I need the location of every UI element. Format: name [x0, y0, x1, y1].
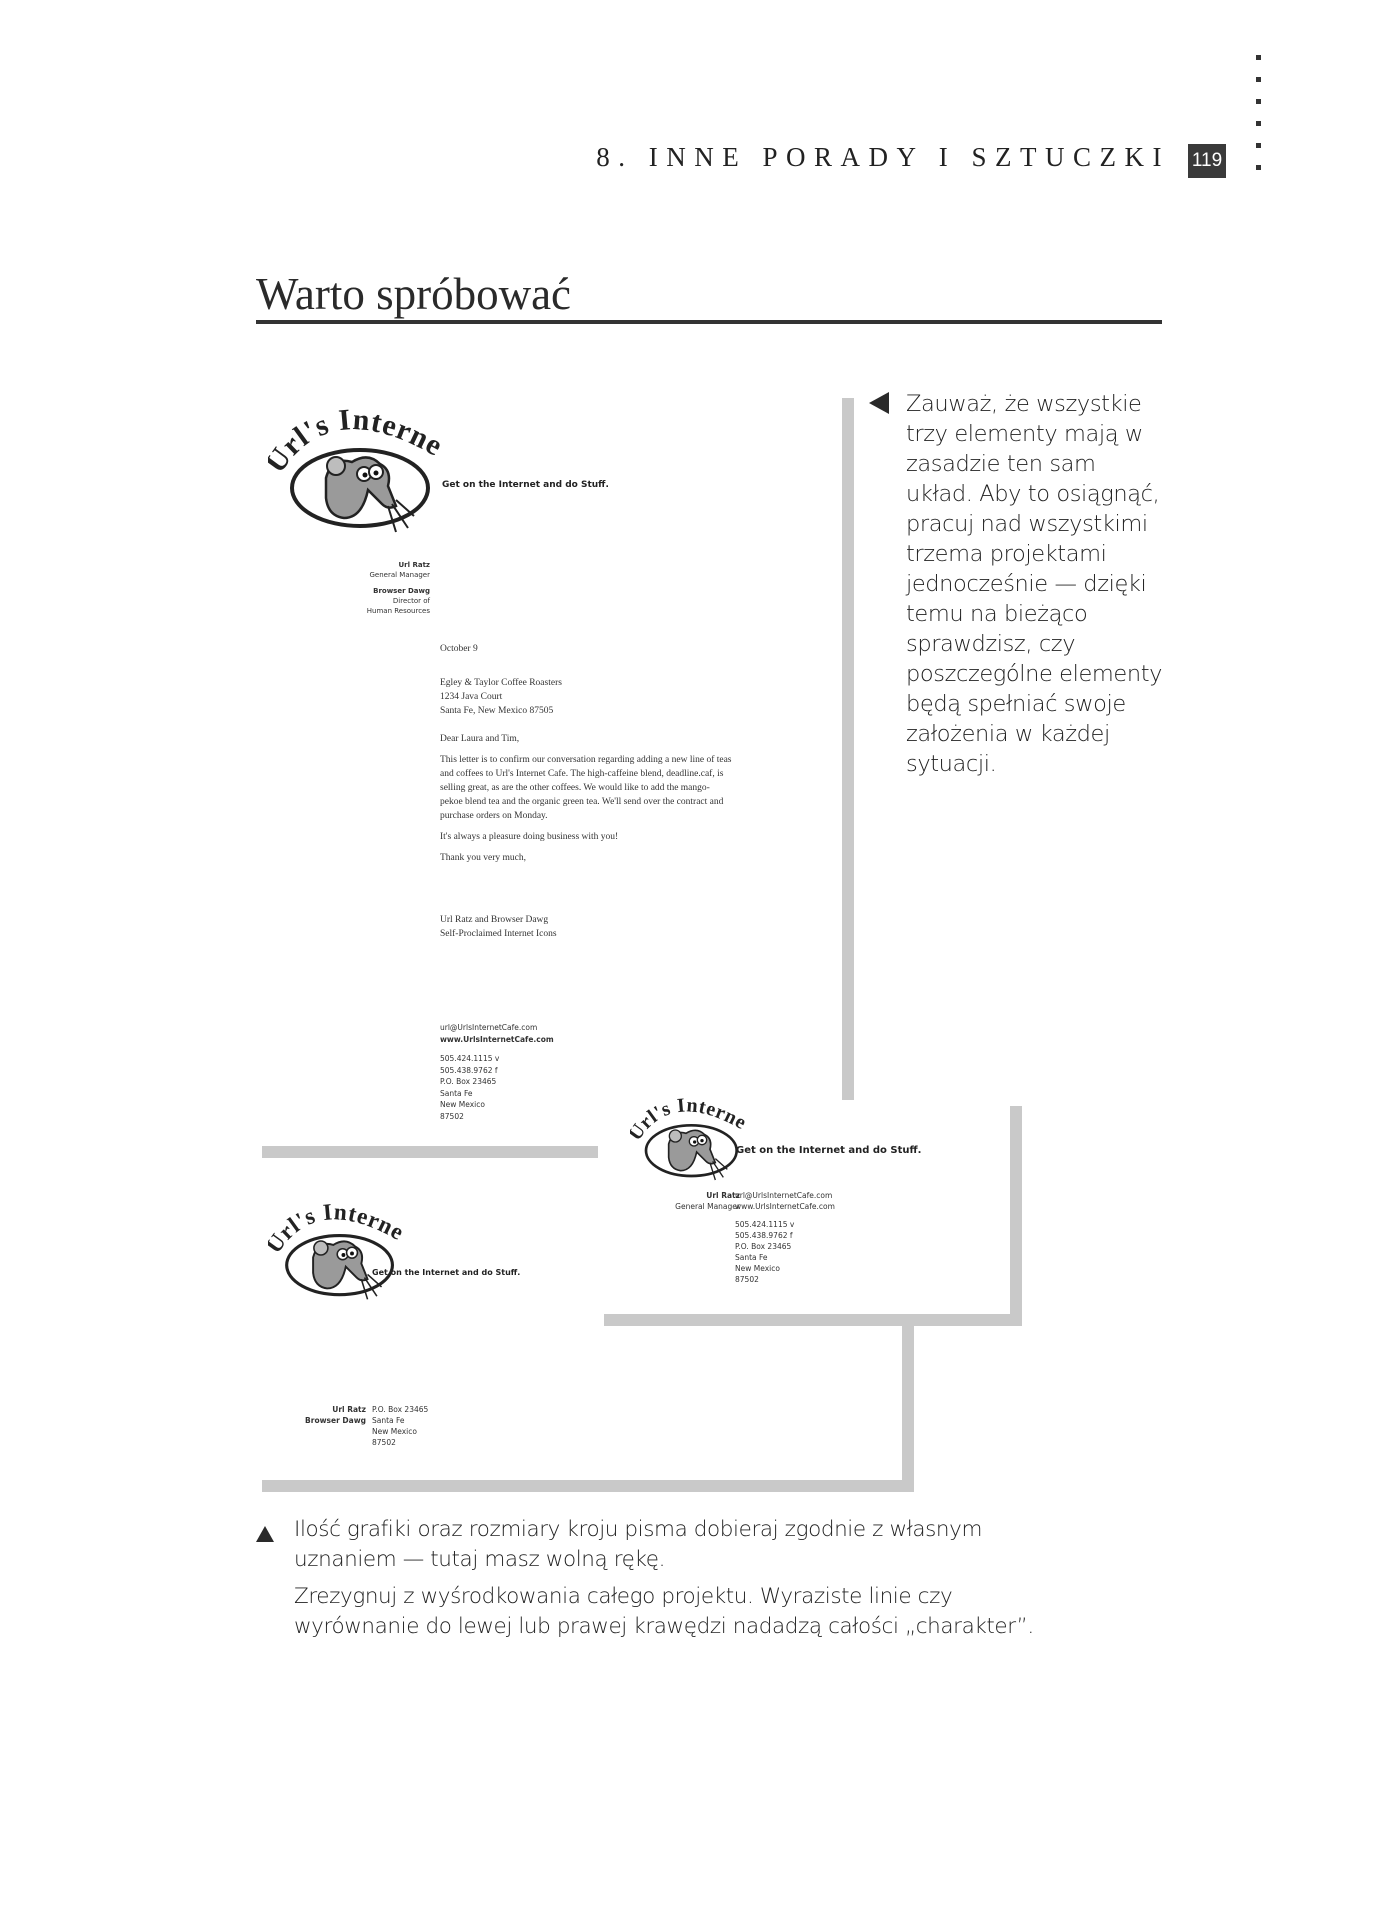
envelope-shadow-right: [902, 1325, 914, 1485]
letter-salutation: Dear Laura and Tim,: [440, 734, 520, 744]
contact-zip: 87502: [440, 1111, 464, 1121]
signature-line-2: Self-Proclaimed Internet Icons: [440, 929, 557, 939]
envelope-shadow-bottom: [262, 1480, 914, 1492]
running-header: 8. INNE PORADY I SZTUCZKI: [596, 142, 1170, 172]
card-po-box: P.O. Box 23465: [735, 1242, 792, 1251]
business-card-logo: [630, 1092, 750, 1192]
caption-paragraph-1: Ilość grafiki oraz rozmiary kroju pisma dobieraj zgodnie z własnym uznaniem — tutaj masz wolną rękę.: [294, 1517, 983, 1572]
envelope-logo: [268, 1196, 408, 1314]
letterhead-staff-block: [300, 560, 430, 616]
recipient-line-2: 1234 Java Court: [440, 692, 503, 702]
contact-email: url@UrlsInternetCafe.com: [440, 1023, 538, 1032]
contact-state: New Mexico: [440, 1100, 485, 1109]
letterhead-shadow-right: [842, 398, 854, 1118]
card-title: General Manager: [675, 1202, 740, 1211]
letterhead-logo: [268, 400, 448, 550]
side-note: Zauważ, że wszystkie trzy elementy mają w zasadzie ten sam układ. Aby to osiągnąć, pracuj nad wszystkimi trzema projektami jednocześnie — dzięki temu na bieżąco sprawdzisz, czy poszczególne elementy będą spełniać swoje założenia w każdej sytuacji.: [906, 391, 1163, 777]
envelope-po-box: P.O. Box 23465: [372, 1405, 429, 1414]
left-pointer-icon: [869, 392, 889, 414]
staff-name-1: Url Ratz: [398, 561, 430, 569]
card-city: Santa Fe: [735, 1253, 768, 1262]
letter-sign-off: Thank you very much,: [440, 853, 527, 863]
staff-title-2b: Human Resources: [366, 607, 430, 615]
recipient-line-1: Egley & Taylor Coffee Roasters: [440, 678, 562, 688]
letterhead-tagline: Get on the Internet and do Stuff.: [442, 480, 609, 490]
letterhead-contact-block: [440, 1022, 554, 1122]
envelope-logo-arc-text: rl's Interne: [273, 1199, 408, 1246]
card-logo-arc-text: rl's Interne: [634, 1094, 750, 1135]
card-zip: 87502: [735, 1275, 759, 1284]
caption-paragraph-2: Zrezygnuj z wyśrodkowania całego projektu. Wyraziste linie czy wyrównanie do lewej lub prawej krawędzi nadadzą całości „charakter”.: [294, 1584, 1034, 1639]
letterhead-shadow-bottom: [262, 1146, 607, 1158]
contact-fax: 505.438.9762 f: [440, 1065, 498, 1075]
dotted-margin-ornament: [1256, 55, 1264, 187]
contact-website: www.UrlsInternetCafe.com: [440, 1034, 554, 1044]
envelope-tagline: Get on the Internet and do Stuff.: [372, 1268, 521, 1277]
envelope-city: Santa Fe: [372, 1416, 405, 1425]
page-number-badge: 119: [1188, 144, 1226, 178]
envelope-names: [290, 1404, 366, 1426]
card-phone: 505.424.1115 v: [735, 1220, 795, 1229]
staff-title-2a: Director of: [392, 597, 430, 605]
section-heading: Warto spróbować: [256, 269, 572, 319]
envelope-address: [372, 1404, 428, 1448]
staff-name-2: Browser Dawg: [373, 587, 430, 595]
heading-rule: [256, 320, 1162, 324]
staff-title-1: General Manager: [369, 571, 430, 579]
letter-body: [440, 642, 732, 941]
letter-date: October 9: [440, 644, 478, 654]
card-website: www.UrlsInternetCafe.com: [735, 1202, 835, 1211]
envelope-state: New Mexico: [372, 1427, 417, 1436]
card-name: Url Ratz: [706, 1191, 740, 1200]
envelope-name-1: Url Ratz: [332, 1405, 366, 1414]
logo-arc-text: rl's Interne: [275, 402, 448, 463]
business-card-contact: [735, 1190, 835, 1285]
card-fax: 505.438.9762 f: [735, 1231, 793, 1240]
letter-paragraph: This letter is to confirm our conversation regarding adding a new line of teas and coffees to Url's Internet Cafe. The high-caffeine blend, deadline.caf, is selling great, as are the other coffees. We would like to add the mango-pekoe blend tea and the organic green tea. We'll send over the contract and purchase orders on Monday.: [440, 755, 732, 821]
contact-po-box: P.O. Box 23465: [440, 1077, 497, 1086]
contact-phone: 505.424.1115 v: [440, 1054, 500, 1063]
recipient-line-3: Santa Fe, New Mexico 87505: [440, 706, 554, 716]
envelope-name-2: Browser Dawg: [305, 1416, 366, 1425]
business-card-shadow-right: [1010, 1106, 1022, 1326]
business-card-person: [640, 1190, 740, 1212]
business-card-tagline: Get on the Internet and do Stuff.: [736, 1145, 922, 1156]
envelope-zip: 87502: [372, 1438, 396, 1447]
letter-closing: It's always a pleasure doing business with you!: [440, 832, 619, 842]
card-state: New Mexico: [735, 1264, 780, 1273]
business-card-shadow-bottom: [604, 1314, 1022, 1326]
signature-line-1: Url Ratz and Browser Dawg: [440, 915, 549, 925]
up-pointer-icon: [256, 1526, 274, 1542]
card-email: url@UrlsInternetCafe.com: [735, 1191, 833, 1200]
contact-city: Santa Fe: [440, 1088, 473, 1098]
